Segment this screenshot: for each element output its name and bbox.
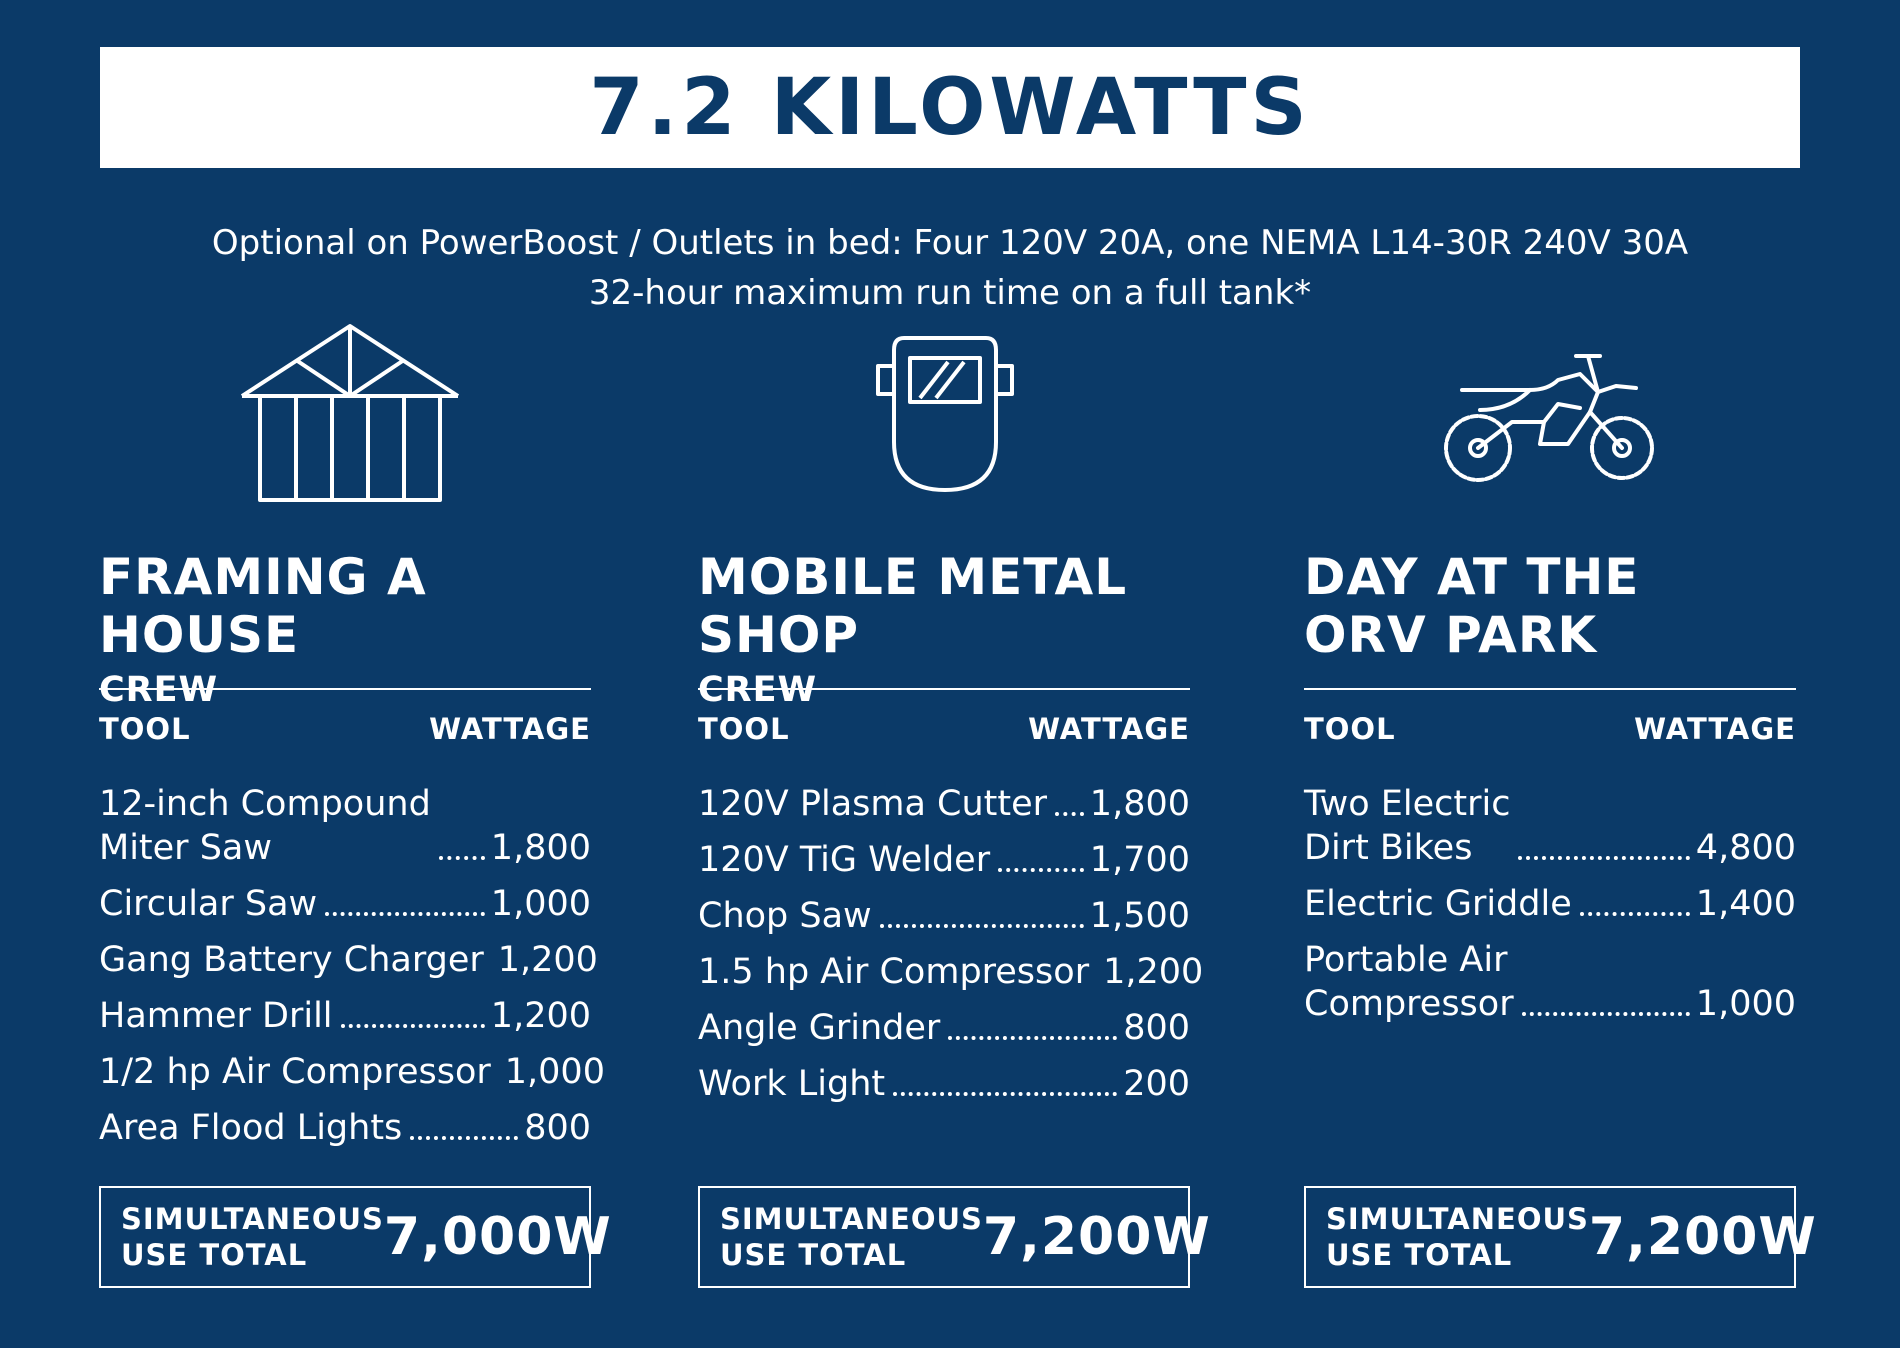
total-label <box>720 1201 983 1273</box>
divider <box>1304 688 1796 690</box>
house-frame-icon <box>238 322 463 504</box>
subtitle <box>0 218 1900 318</box>
dot-leader <box>998 868 1084 872</box>
column-title <box>99 548 591 710</box>
table-header <box>1304 712 1796 770</box>
tool-wattage: 1,800 <box>490 828 591 868</box>
tool-name: Electric Griddle <box>1304 884 1572 924</box>
total-label <box>121 1201 384 1273</box>
dot-leader <box>880 924 1084 928</box>
total-label-line-1: SIMULTANEOUS <box>121 1202 384 1236</box>
tool-wattage: 1,200 <box>490 996 591 1036</box>
welding-mask-icon <box>874 332 1016 494</box>
dot-leader <box>948 1036 1117 1040</box>
column-subtitle: CREW <box>99 670 219 710</box>
column-orv-park <box>1304 548 1796 1026</box>
list-item <box>99 1094 591 1150</box>
tool-list <box>1304 770 1796 1026</box>
list-item <box>99 870 591 926</box>
total-label-line-1: SIMULTANEOUS <box>1326 1202 1589 1236</box>
tool-wattage: 1,000 <box>490 884 591 924</box>
dot-leader <box>439 856 485 860</box>
wattage-header: WATTAGE <box>1634 712 1796 746</box>
simultaneous-total-box <box>99 1186 612 1288</box>
tool-wattage: 1,800 <box>1089 784 1190 824</box>
tool-wattage: 800 <box>1123 1008 1190 1048</box>
list-item <box>99 982 591 1038</box>
list-item <box>698 994 1190 1050</box>
column-title <box>698 548 1190 710</box>
tool-name: Angle Grinder <box>698 1008 941 1048</box>
tool-name-line-2: Miter Saw <box>99 828 272 868</box>
tool-name: Work Light <box>698 1064 886 1104</box>
table-header <box>99 712 591 770</box>
list-item <box>698 770 1190 826</box>
total-label-line-2: USE TOTAL <box>121 1238 308 1272</box>
tool-header: TOOL <box>698 712 790 746</box>
list-item <box>99 1038 605 1094</box>
list-item <box>698 1050 1190 1106</box>
column-title <box>1304 548 1796 688</box>
list-item <box>1304 926 1796 1026</box>
page-title: 7.2 KILOWATTS <box>589 62 1311 153</box>
list-item <box>698 882 1190 938</box>
tool-name: Two Electric <box>1304 784 1511 824</box>
tool-header: TOOL <box>99 712 191 746</box>
tool-wattage: 800 <box>524 1108 591 1148</box>
dot-leader <box>1055 812 1084 816</box>
tool-name: 120V TiG Welder <box>698 840 991 880</box>
simultaneous-total-box <box>698 1186 1211 1288</box>
table-header <box>698 712 1190 770</box>
tool-wattage: 1,200 <box>1103 952 1204 992</box>
total-value: 7,200W <box>982 1207 1211 1267</box>
tool-name: 1/2 hp Air Compressor <box>99 1052 491 1092</box>
tool-wattage: 1,000 <box>1695 984 1796 1024</box>
column-subtitle: CREW <box>698 670 818 710</box>
list-item <box>1304 870 1796 926</box>
tool-list <box>99 770 605 1150</box>
title-banner <box>100 47 1800 168</box>
dot-leader <box>341 1024 485 1028</box>
total-value: 7,000W <box>383 1207 612 1267</box>
subtitle-line-2: 32-hour maximum run time on a full tank* <box>588 273 1312 313</box>
tool-wattage: 1,500 <box>1089 896 1190 936</box>
tool-name: 12-inch Compound <box>99 784 431 824</box>
tool-name: Portable Air <box>1304 940 1508 980</box>
tool-wattage: 1,000 <box>504 1052 605 1092</box>
wattage-header: WATTAGE <box>429 712 591 746</box>
dot-leader <box>410 1136 518 1140</box>
tool-name: Chop Saw <box>698 896 872 936</box>
tool-wattage: 1,400 <box>1695 884 1796 924</box>
dot-leader <box>1522 1012 1690 1016</box>
tool-list <box>698 770 1204 1106</box>
dot-leader <box>893 1092 1117 1096</box>
tool-name: Hammer Drill <box>99 996 333 1036</box>
tool-name: Gang Battery Charger <box>99 940 484 980</box>
total-label-line-2: USE TOTAL <box>720 1238 907 1272</box>
dot-leader <box>325 912 485 916</box>
list-item <box>1304 770 1796 870</box>
simultaneous-total-box <box>1304 1186 1817 1288</box>
column-subtitle: ORV PARK <box>1304 606 1598 664</box>
list-item <box>99 770 591 870</box>
tool-name: Circular Saw <box>99 884 318 924</box>
wattage-header: WATTAGE <box>1028 712 1190 746</box>
list-item <box>698 826 1190 882</box>
column-title-text: DAY AT THE <box>1304 548 1640 606</box>
tool-header: TOOL <box>1304 712 1396 746</box>
dot-leader <box>1580 912 1690 916</box>
column-mobile-metal-shop <box>698 548 1204 1106</box>
tool-name: 1.5 hp Air Compressor <box>698 952 1090 992</box>
tool-wattage: 200 <box>1123 1064 1190 1104</box>
tool-name-line-2: Dirt Bikes <box>1304 828 1473 868</box>
tool-wattage: 4,800 <box>1695 828 1796 868</box>
tool-wattage: 1,200 <box>497 940 598 980</box>
list-item <box>99 926 598 982</box>
tool-name: Area Flood Lights <box>99 1108 403 1148</box>
list-item <box>698 938 1204 994</box>
tool-wattage: 1,700 <box>1089 840 1190 880</box>
column-framing-house <box>99 548 605 1150</box>
total-label-line-1: SIMULTANEOUS <box>720 1202 983 1236</box>
dirt-bike-icon <box>1440 352 1662 486</box>
dot-leader <box>1518 856 1689 860</box>
column-title-text: FRAMING A HOUSE <box>99 548 427 664</box>
column-title-text: MOBILE METAL SHOP <box>698 548 1128 664</box>
total-label-line-2: USE TOTAL <box>1326 1238 1513 1272</box>
total-value: 7,200W <box>1588 1207 1817 1267</box>
subtitle-line-1: Optional on PowerBoost / Outlets in bed: Four 120V 20A, one NEMA L14-30R 240V 30A <box>211 223 1689 263</box>
total-label <box>1326 1201 1589 1273</box>
tool-name-line-2: Compressor <box>1304 984 1514 1024</box>
tool-name: 120V Plasma Cutter <box>698 784 1048 824</box>
